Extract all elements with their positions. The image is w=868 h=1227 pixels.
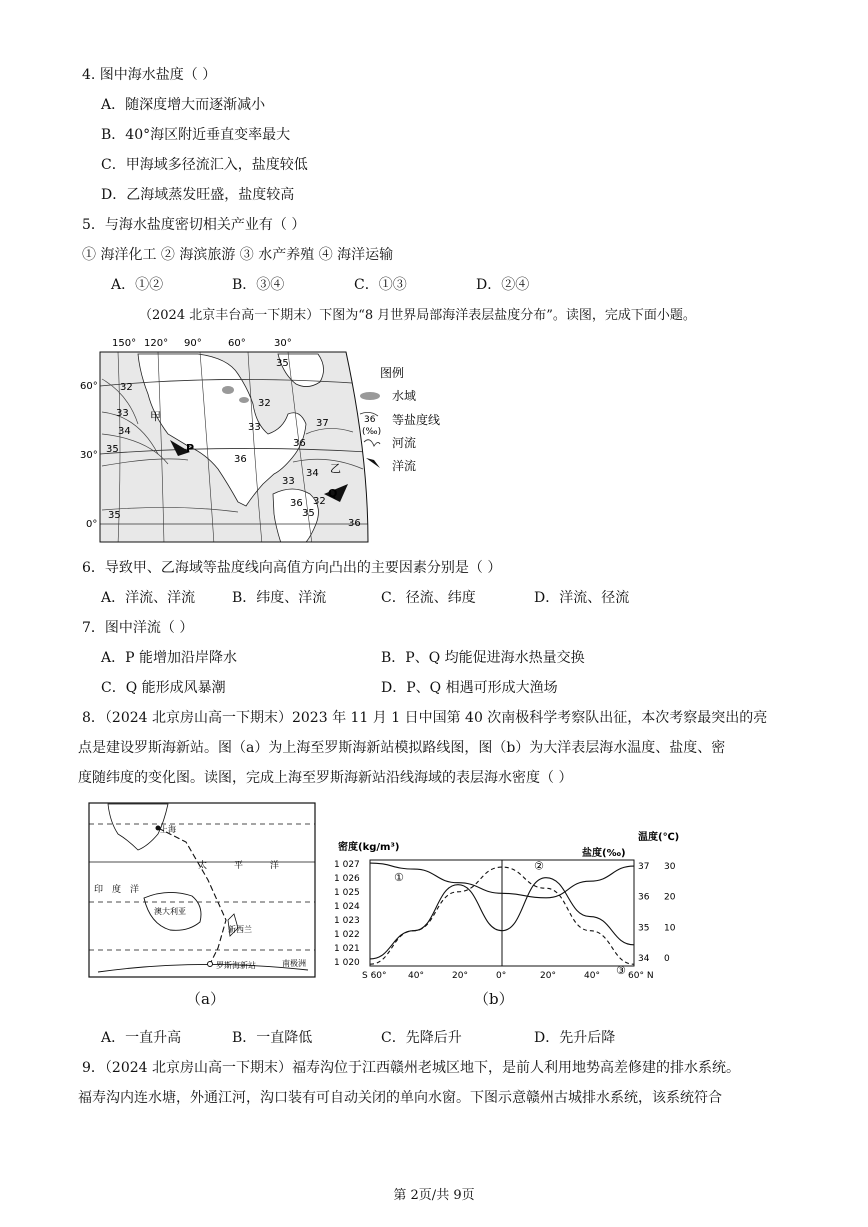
legend-iso-value: 36 [364,415,376,425]
q9-line2: 福寿沟内连水塘，外通江河，沟口装有可自动关闭的单向水窗。下图示意赣州古城排水系统，该系统符合 [78,1090,722,1106]
q6-option-d[interactable]: D．洋流、径流 [534,590,630,606]
left-tick-label: 1 020 [334,958,360,968]
q5-stem: 5．与海水盐度密切相关产业有（ ） [82,217,306,233]
iso-label: 35 [108,510,121,521]
iso-label: 33 [116,408,129,419]
label-shanghai: 上海 [160,825,176,834]
label-antarctica: 南极洲 [282,959,306,968]
iso-label: 34 [118,426,131,437]
label-indian-3: 洋 [130,885,140,895]
iso-label: 36 [290,498,303,509]
q7-option-d[interactable]: D．P、Q 相遇可形成大渔场 [381,680,558,696]
iso-label: 34 [306,468,319,479]
q6-stem: 6．导致甲、乙海域等盐度线向高值方向凸出的主要因素分别是（ ） [82,560,502,576]
q4-stem: 4. 图中海水盐度（ ） [82,67,217,83]
q6-option-c[interactable]: C．径流、纬度 [381,590,476,606]
q6-option-b[interactable]: B．纬度、洋流 [232,590,327,606]
map-left-label: 0° [86,519,98,530]
q4-option-d[interactable]: D．乙海域蒸发旺盛，盐度较高 [101,187,295,203]
legend-water-swatch [360,392,380,400]
temperature-tick-label: 20 [664,892,676,903]
q6-option-a[interactable]: A．洋流、洋流 [101,590,196,606]
label-pacific-3: 洋 [270,861,280,871]
series-label: ② [534,859,544,873]
iso-label: 32 [258,398,271,409]
iso-label: 33 [282,476,295,487]
point-jia-label: 甲 [150,410,161,423]
map-top-label: 90° [184,338,202,349]
salinity-tick-label: 35 [638,923,650,934]
iso-label: 36 [234,454,247,465]
x-tick-label: 60° N [628,971,654,980]
left-tick-label: 1 026 [334,874,360,884]
q5-option-a[interactable]: A．①② [111,277,164,293]
left-tick-label: 1 024 [334,902,360,912]
label-new-zealand: 新西兰 [228,925,252,934]
legend-title: 图例 [380,366,405,380]
q7-stem: 7．图中洋流（ ） [82,620,194,636]
map-left-label: 60° [80,381,98,392]
iso-label: 32 [120,382,133,393]
iso-label: 32 [313,496,326,507]
point-q-label: Q [328,487,338,500]
caption-b: （b） [474,990,514,1008]
point-yi-label: 乙 [330,462,341,475]
salinity-axis-label: 盐度(‰) [582,848,626,859]
q4-option-c[interactable]: C．甲海域多径流汇入，盐度较低 [101,157,308,173]
iso-label: 37 [316,418,329,429]
q5-items: ① 海洋化工 ② 海滨旅游 ③ 水产养殖 ④ 海洋运输 [82,247,394,263]
q5-option-b[interactable]: B．③④ [232,277,285,293]
q7-option-c[interactable]: C．Q 能形成风暴潮 [101,680,226,696]
x-tick-label: 40° [584,971,600,980]
point-p-label: P [186,442,195,455]
temperature-tick-label: 0 [664,954,670,964]
legend-water: 水域 [392,389,417,403]
legend-isohaline: 等盐度线 [392,413,441,427]
temperature-axis-label: 温度(℃) [638,832,680,843]
map-left-label: 30° [80,450,98,461]
q8-option-a[interactable]: A．一直升高 [101,1030,182,1046]
iso-label: 35 [276,358,289,369]
map-top-label: 150° [112,338,137,349]
left-tick-label: 1 027 [334,860,360,870]
temperature-tick-label: 30 [664,862,676,872]
iso-label: 36 [348,518,361,529]
x-tick-label: 20° [540,971,556,980]
q8-option-c[interactable]: C．先降后升 [381,1030,462,1046]
x-tick-label: 0° [496,971,507,980]
salinity-tick-label: 37 [638,862,650,872]
series-label: ③ [616,964,626,978]
q4-option-b[interactable]: B．40°海区附近垂直变率最大 [101,127,291,143]
label-indian-1: 印 [94,885,104,895]
iso-label: 35 [106,444,119,455]
left-tick-label: 1 023 [334,916,360,926]
salinity-tick-label: 34 [638,954,650,964]
label-pacific-2: 平 [234,861,244,871]
series-label: ① [394,871,404,885]
q8-option-b[interactable]: B．一直降低 [232,1030,313,1046]
label-australia: 澳大利亚 [154,907,186,916]
q8-line3: 度随纬度的变化图。读图，完成上海至罗斯海新站沿线海域的表层海水密度（ ） [78,770,573,786]
left-tick-label: 1 022 [334,930,360,940]
q7-option-a[interactable]: A．P 能增加沿岸降水 [101,650,237,666]
legend-river-swatch [364,440,380,446]
label-indian-2: 度 [112,885,122,895]
map-top-label: 60° [228,338,246,349]
map-top-label: 30° [274,338,292,349]
label-ross-sea-station: 罗斯海新站 [216,961,256,970]
temperature-tick-label: 10 [664,923,676,934]
caption-a: （a） [186,990,225,1008]
q4-option-a[interactable]: A．随深度增大而逐渐减小 [101,97,266,113]
q8-line2: 点是建设罗斯海新站。图（a）为上海至罗斯海新站模拟路线图，图（b）为大洋表层海水温度、盐度、密 [78,740,726,756]
q7-option-b[interactable]: B．P、Q 均能促进海水热量交换 [381,650,585,666]
x-tick-label: S 60° [362,971,387,980]
page-footer: 第 2页/共 9页 [393,1188,475,1203]
salinity-map [78,334,458,549]
q8-line1: 8．（2024 北京房山高一下期末）2023 年 11 月 1 日中国第 40 次南极科学考察队出征，本次考察最突出的亮 [82,710,768,726]
iso-label: 36 [293,438,306,449]
label-pacific-1: 太 [198,861,208,871]
left-tick-label: 1 021 [334,944,360,954]
route-map-a [88,802,318,980]
x-tick-label: 40° [408,971,424,980]
left-axis-label: 密度(kg/m³) [338,842,400,853]
map-intro: （2024 北京丰台高一下期末）下图为“8 月世界局部海洋表层盐度分布”。读图，完成下面小题。 [139,308,696,323]
salinity-tick-label: 36 [638,892,650,903]
q5-option-c[interactable]: C．①③ [354,277,407,293]
q9-line1: 9．（2024 北京房山高一下期末）福寿沟位于江西赣州老城区地下，是前人利用地势高差修建的排水系统。 [82,1060,740,1076]
map-top-label: 120° [144,338,169,349]
legend-iso-unit: (‰) [362,427,382,437]
legend-current: 洋流 [392,459,417,473]
chart-b [334,828,696,980]
legend-current-swatch [366,458,380,468]
left-tick-label: 1 025 [334,888,360,898]
iso-label: 33 [248,422,261,433]
q5-option-d[interactable]: D．②④ [476,277,530,293]
legend-river: 河流 [392,436,417,450]
x-tick-label: 20° [452,971,468,980]
iso-label: 35 [302,508,315,519]
q8-option-d[interactable]: D．先升后降 [534,1030,616,1046]
